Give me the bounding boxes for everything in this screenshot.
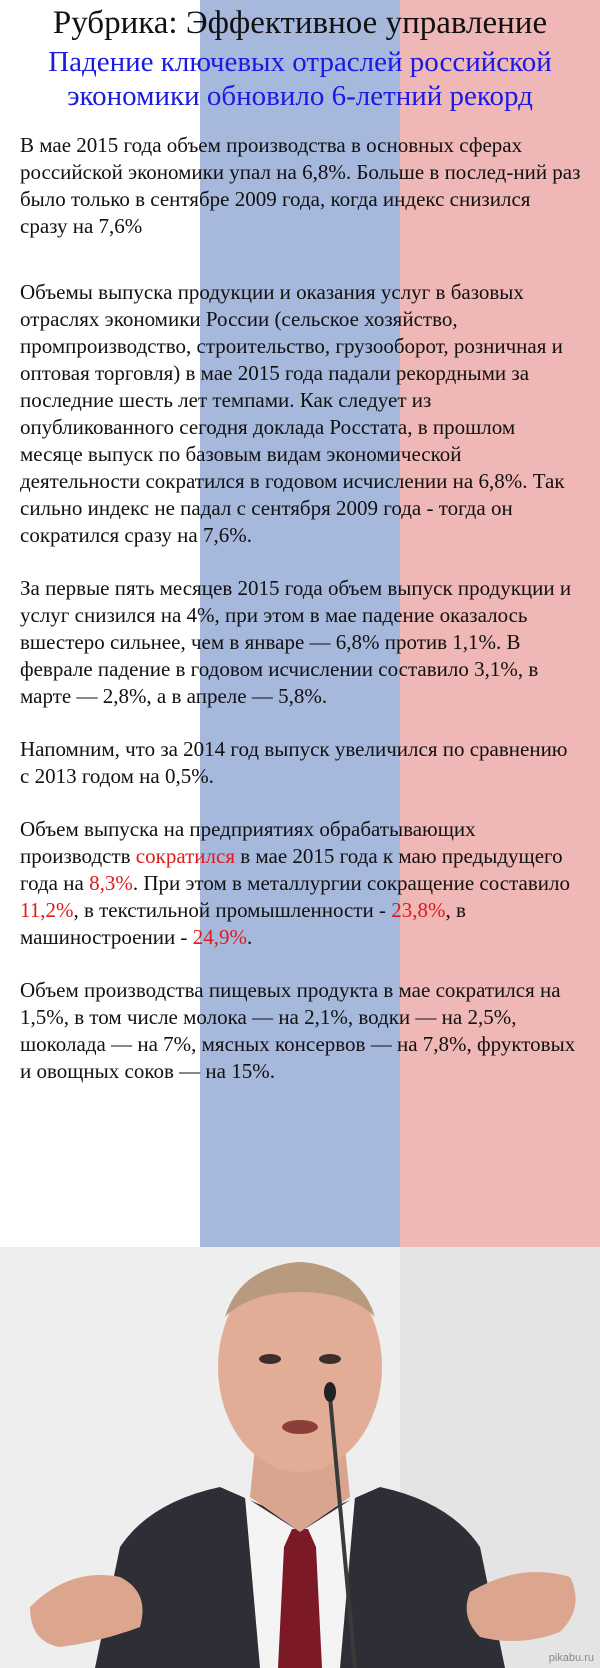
highlight-textile-percent: 23,8%: [391, 898, 446, 922]
rubric-title: Рубрика: Эффективное управление: [52, 5, 548, 41]
article-body: [0, 132, 600, 1085]
paragraph-6: Объем производства пищевых продукта в мае сократился на 1,5%, в том числе молока — на 2,1%, водки — на 2,5%, шоколада — на 7%, мясных консервов — на 7,8%, фруктовых и овощных соков — на 15%.: [20, 978, 576, 1083]
headline-line-1: Падение ключевых отраслей российской: [48, 46, 552, 78]
mouth: [282, 1420, 318, 1434]
microphone-icon: [324, 1382, 336, 1402]
paragraph-5: [20, 816, 582, 951]
paragraph-5-text: Объем выпуска на предприятиях обрабатывающих производств: [20, 817, 476, 868]
headline-line-2: экономики обновило 6-летний рекорд: [67, 80, 533, 112]
highlight-manufacturing-percent: 8,3%: [89, 871, 133, 895]
paragraph-5-text: .: [246, 925, 253, 949]
paragraph-5-text: , в текстильной промышленности -: [73, 898, 392, 922]
paragraph-5-text: , в машиностроении -: [20, 898, 466, 949]
paragraph-5-text: в мае 2015 года к маю предыдущего года на: [20, 844, 563, 895]
paragraph-5-text: . При этом в металлургии сокращение составило: [132, 871, 570, 895]
speaker-photo: [0, 1247, 600, 1668]
paragraph-4: Напомним, что за 2014 год выпуск увеличился по сравнению с 2013 годом на 0,5%.: [20, 737, 568, 788]
photo-credit: pikabu.ru: [548, 1652, 594, 1664]
paragraph-1: В мае 2015 года объем производства в основных сферах российской экономики упал на 6,8%. Больше в послед-ний раз было только в сентябре 2009 года, когда индекс снизился сразу на 7,6%: [20, 133, 581, 238]
paragraph-2: Объемы выпуска продукции и оказания услуг в базовых отраслях экономики России (сельское хозяйство, промпроизводство, строительство, грузооборот, розничная и оптовая торговля) в мае 2015 года падали рекордными за последние шесть лет темпами. Как следует из опубликованного сегодня доклада Росстата, в прошлом месяце выпуск по базовым видам экономической деятельности сократился в годовом исчислении на 6,8%. Так сильно индекс не падал с сентября 2009 года - тогда он сократился сразу на 7,6%.: [20, 280, 565, 547]
tie: [278, 1529, 322, 1668]
headline: [0, 45, 600, 113]
right-eye: [319, 1354, 341, 1364]
highlight-machinery-percent: 24,9%: [192, 925, 247, 949]
highlight-metallurgy-percent: 11,2%: [20, 898, 74, 922]
speaker-illustration: [0, 1247, 600, 1668]
highlight-decreased: сократился: [135, 844, 235, 868]
paragraph-3: За первые пять месяцев 2015 года объем выпуск продукции и услуг снизился на 4%, при этом в мае падение оказалось вшестеро сильнее, чем в январе — 6,8% против 1,1%. В феврале падение в годовом исчислении составило 3,1%, в марте — 2,8%, а в апреле — 5,8%.: [20, 576, 572, 708]
left-eye: [259, 1354, 281, 1364]
